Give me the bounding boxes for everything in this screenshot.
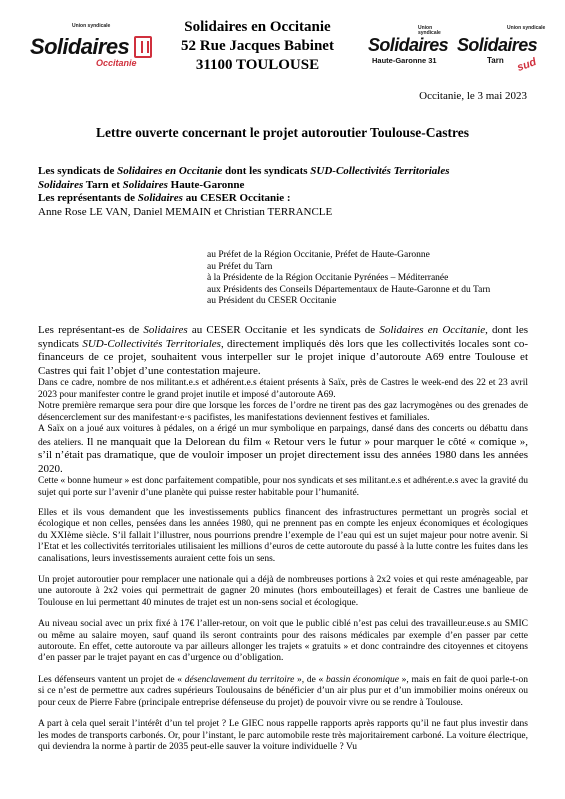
- letter-date: Occitanie, le 3 mai 2023: [419, 90, 527, 102]
- letter-body-main: [38, 508, 528, 753]
- org-name: Solidaires en Occitanie: [184, 19, 331, 35]
- letter-body-intro: [38, 324, 528, 499]
- letter-title: Lettre ouverte concernant le projet autoroutier Toulouse-Castres: [96, 125, 469, 140]
- paragraph-3: Notre première remarque sera pour dire que lorsque les forces de l’ordre ne tirent pas des gaz lacrymogènes ou des grenades de désencerclement sur des manifestant·e·s pacifistes, les manifestations deviennent festives et familiales.: [38, 401, 528, 423]
- recipient-line: au Préfet de la Région Occitanie, Préfet de Haute-Garonne: [207, 250, 430, 260]
- recipients-block: [207, 250, 527, 308]
- senders-line-3: Les représentants de Solidaires au CESER Occitanie :: [38, 192, 291, 204]
- sender-address: [150, 18, 365, 75]
- city-address: 31100 TOULOUSE: [195, 57, 320, 73]
- logo-wordmark: Solidaires: [30, 34, 130, 59]
- recipient-line: à la Présidente de la Région Occitanie Pyrénées – Méditerranée: [207, 273, 449, 283]
- paragraph-8: Au niveau social avec un prix fixé à 17€ l’aller-retour, on voit que le public ciblé n’est pas celui des travailleur.euse.s au SMIC ou même au salaire moyen, sauf quand ils seront contraints pour des raisons médicales par exemple d’en passer par cette autoroute. En effet, cette autoroute va par ailleurs allonger les trajets « gratuits » et donc contraindre des citoyennes et citoyens d’en passer par le trajet payant en cas d’urgence ou d’obligation.: [38, 619, 528, 664]
- paragraph-10: A part à cela quel serait l’intérêt d’un tel projet ? Le GIEC nous rappelle rapports après rapports qu’il ne faut plus investir dans les modes de transports carbonés. Or, pour l’instant, le parc automobile reste très majoritairement carboné. La voiture électrique, qui deviendra la norme à partir de 2035 peut-elle sauver la voiture individuelle ? Vu: [38, 719, 528, 752]
- logo-wordmark: Solidaires: [457, 35, 538, 55]
- logo-region: Occitanie: [96, 58, 137, 68]
- solidaires-haute-garonne-logo: [368, 26, 454, 66]
- paragraph-4: A Saïx on a joué aux voitures à pédales, on a érigé un mur symbolique en parpaings, dansé dans des concerts ou débattu dans des ateliers. Il ne manquait que la Delorean du film « Retour vers le futur » pour marquer le côté « comique », s’il n’était pas dramatique, que de vouloir imposer un projet directement issu des années 1980 dans les années 2020.: [38, 424, 529, 475]
- logo-sud-badge: sud: [515, 56, 539, 74]
- solidaires-tarn-logo: [457, 26, 549, 74]
- recipient-line: au Préfet du Tarn: [207, 261, 273, 272]
- senders-line-1: Les syndicats de Solidaires en Occitanie dont les syndicats SUD-Collectivités Territoriales: [38, 165, 450, 177]
- paragraph-6: Elles et ils vous demandent que les investissements publics financent des infrastructures permettant un progrès social et écologique et non celles, pensées dans les années 1980, qui ne prennent pas en compte les enjeux économiques et écologiques du XXIème siècle. S’il fallait l’illustrer, nous pourrions prendre l’exemple de l’eau qui est un sujet majeur pour notre avenir. Si l’Etat et les collectivités territoriales utilisaient les millions d’euros de cette autoroute du passé à la lutte contre les fuites dans les canalisations, leurs investissements auraient cette fois un sens.: [38, 508, 528, 564]
- recipient-line: au Président du CESER Occitanie: [207, 296, 337, 306]
- logo-department: Haute-Garonne 31: [372, 56, 437, 65]
- street-address: 52 Rue Jacques Babinet: [181, 38, 334, 54]
- logo-union-label: Union syndicale: [72, 23, 111, 29]
- recipient-line: aux Présidents des Conseils Départementaux de Haute-Garonne et du Tarn: [207, 284, 491, 295]
- paragraph-1: Les représentant-es de Solidaires au CESER Occitanie et les syndicats de Solidaires en Occitanie, dont les syndicats SUD-Collectivités Territoriales, directement impliqués dès lors que les collectivités locales sont co-financeurs de ce projet, souhaitent vous interpeller sur le projet inique d’autoroute A69 entre Toulouse et Castres qui fait l’objet d’une contestation majeure.: [38, 324, 528, 377]
- senders-line-4: Anne Rose LE VAN, Daniel MEMAIN et Christian TERRANCLE: [38, 205, 333, 218]
- paragraph-9: Les défenseurs vantent un projet de « désenclavement du territoire », de « bassin économique », mais en fait de quoi parle-t-on si ce n’est de permettre aux cadres supérieurs Toulousains de bénéficier d’un air plus pur et d’un immobilier moins onéreux ou pour ceux de Pierre Fabre (principale entreprise défenseuse du projet) de pouvoir vivre ou se rendre à Toulouse.: [38, 674, 528, 708]
- logo-union-label: Union syndicale: [418, 25, 441, 36]
- senders-line-2: Solidaires Tarn et Solidaires Haute-Garonne: [38, 178, 245, 191]
- senders-block: [38, 165, 538, 219]
- logo-department: Tarn: [487, 56, 504, 65]
- logo-wordmark: Solidaires: [368, 35, 449, 55]
- paragraph-2: Dans ce cadre, nombre de nos militant.e.s et adhérent.e.s étaient présents à Saïx, près de Castres le week-end des 22 et 23 avril 2023 pour manifester contre le grand projet inutile et imposé d’autoroute A69.: [38, 378, 528, 400]
- paragraph-7: Un projet autoroutier pour remplacer une nationale qui a déjà de nombreuses portions à 2x2 voies et qui reste aménageable, par une autoroute à 2x2 voies qui permettrait de gagner 20 minutes (hors embouteillages) et ferait de Castres une banlieue de Toulouse en lui permettant 40 minutes de trajet est un non-sens social et écologique.: [38, 575, 528, 608]
- logo-union-label: Union syndicale: [507, 25, 546, 31]
- paragraph-5: Cette « bonne humeur » est donc parfaitement compatible, pour nos syndicats et ses militant.e.s et adhérent.e.s avec la gravité du sujet qui porte sur l’avenir d’une planète qui puisse rester habitable pour l’humanité.: [38, 476, 528, 498]
- solidaires-occitanie-logo: [30, 22, 137, 74]
